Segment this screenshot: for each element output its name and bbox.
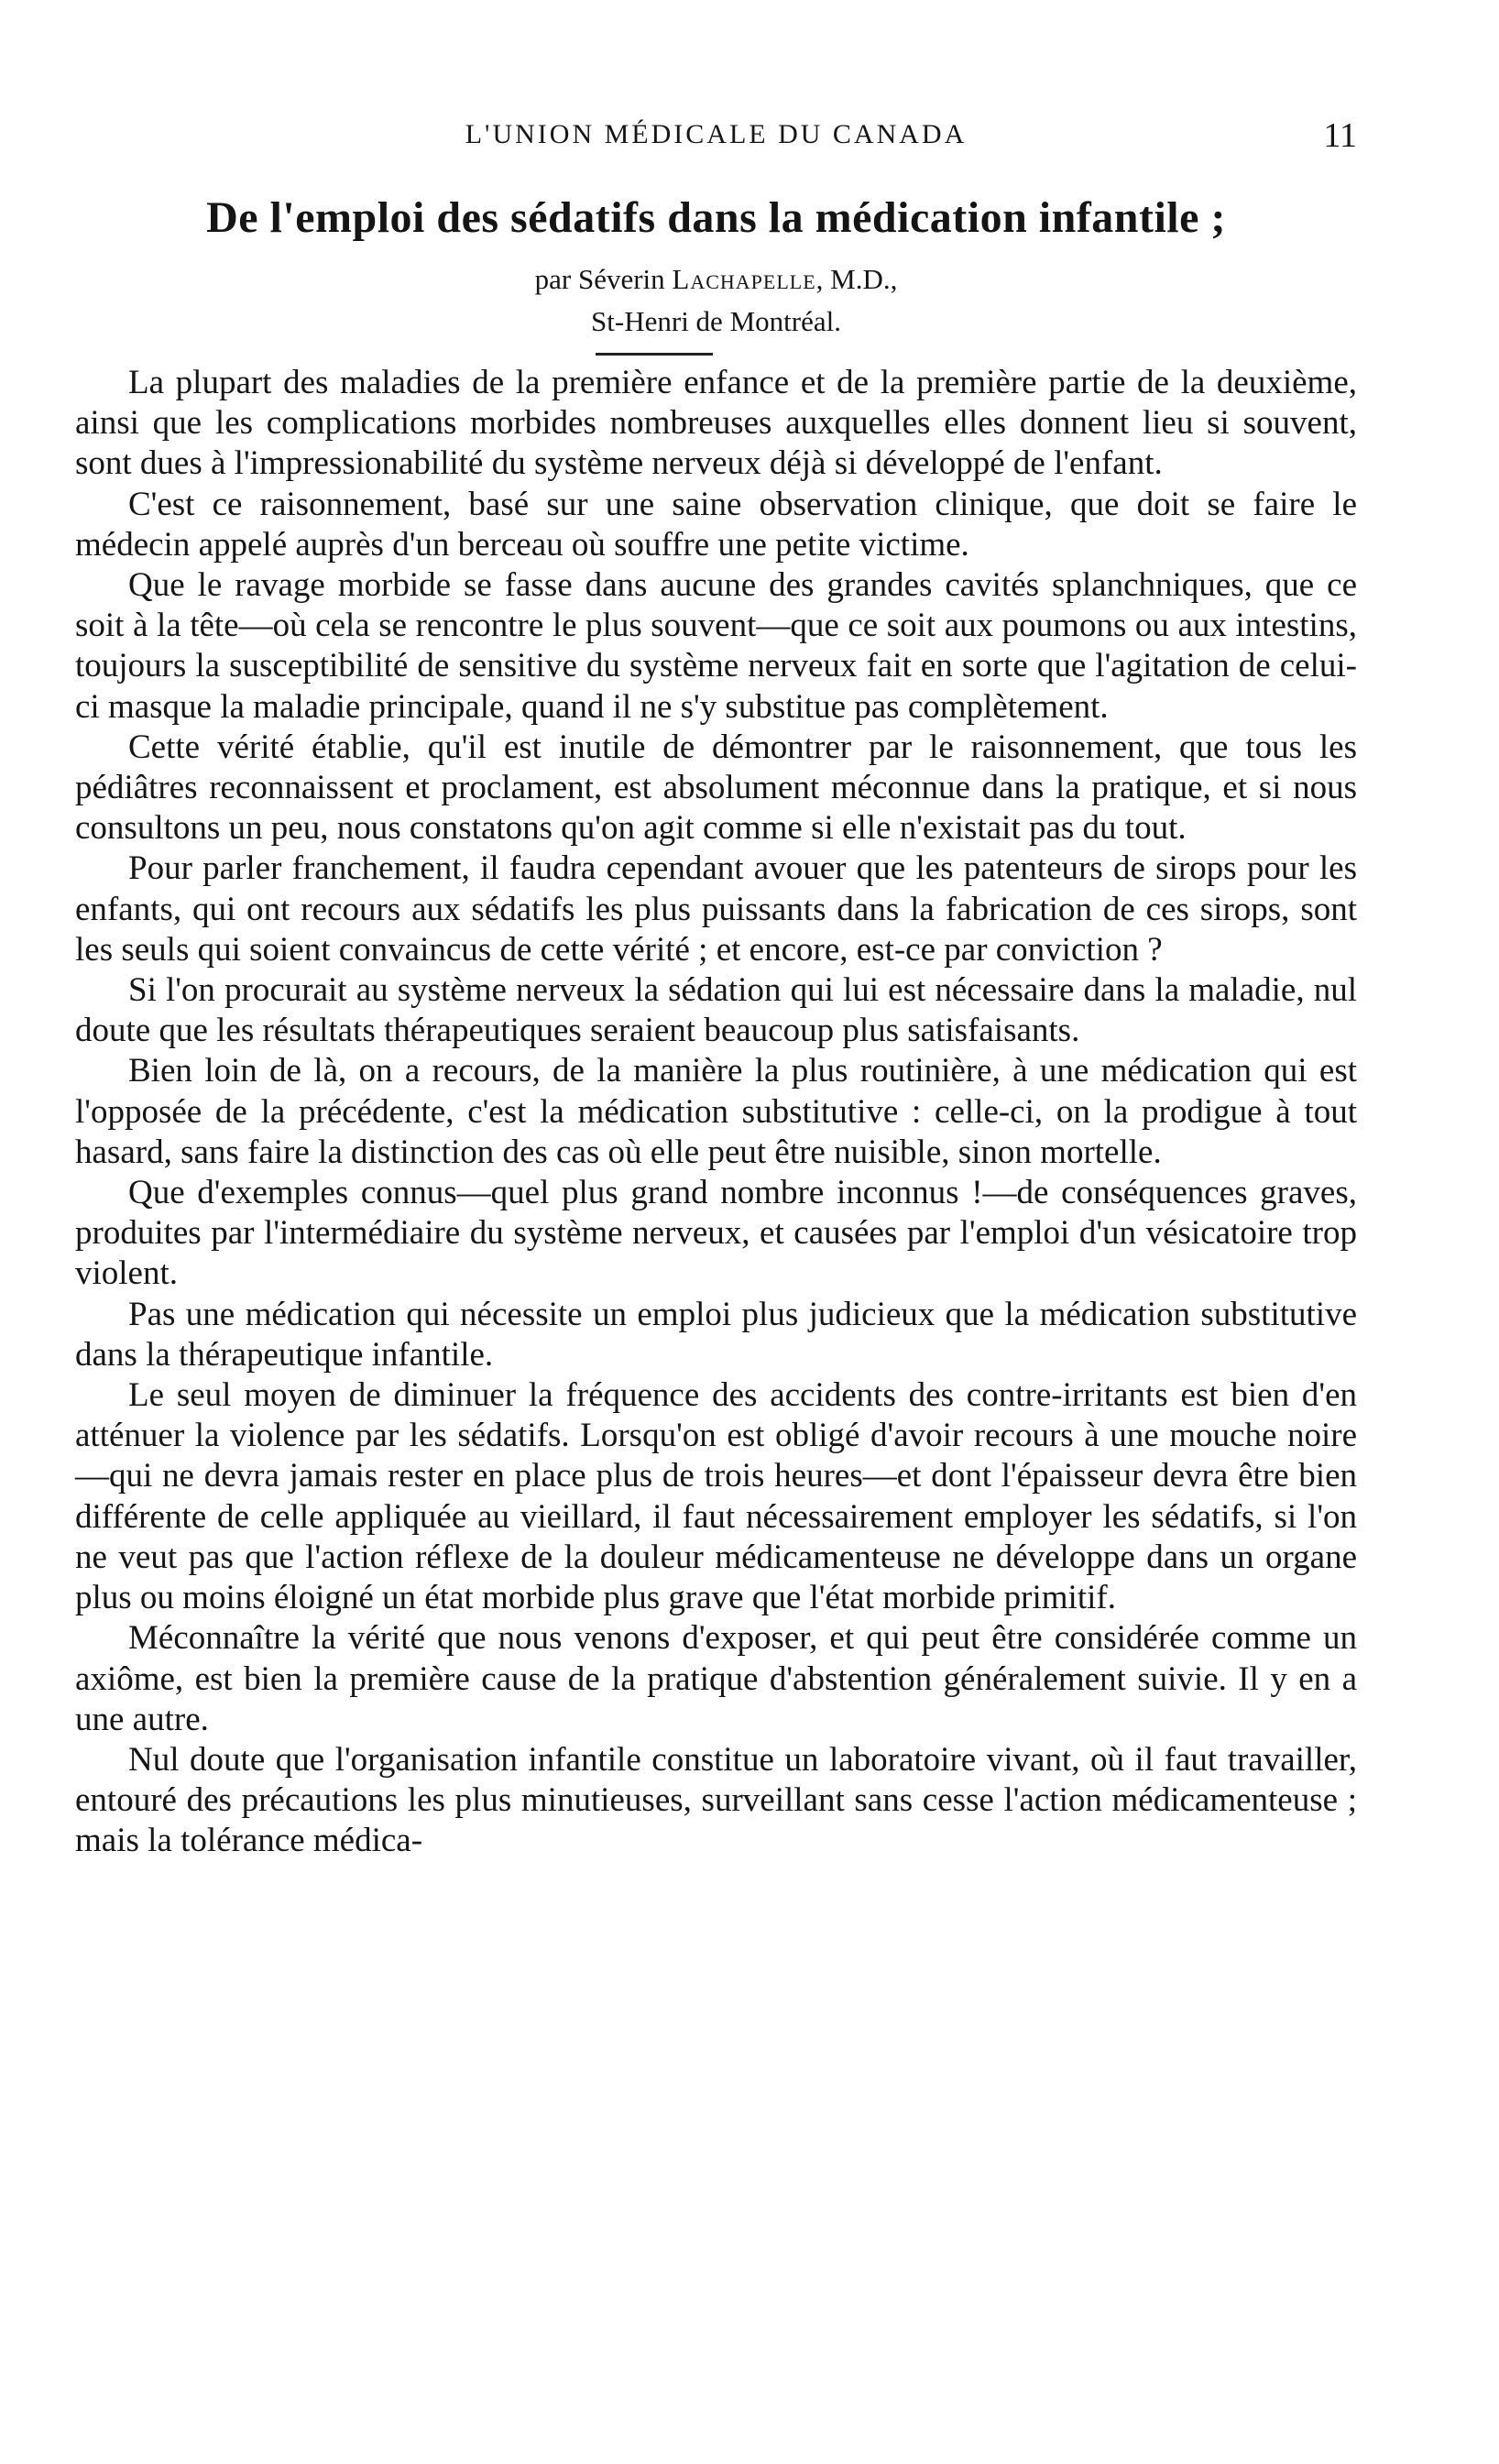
running-head — [75, 116, 1357, 156]
paragraph: Si l'on procurait au système nerveux la sédation qui lui est nécessaire dans la maladie, nul doute que les résultats thérapeutiques seraient beaucoup plus satisfaisants. — [75, 971, 1357, 1050]
paragraph: Nul doute que l'organisation infantile constitue un laboratoire vivant, où il faut travailler, entouré des précautions les plus minutieuses, surveillant sans cesse l'action médicamenteuse ; mais la tolérance médica- — [75, 1740, 1357, 1860]
paragraph: Pour parler franchement, il faudra cependant avouer que les patenteurs de sirops pour les enfants, qui ont recours aux sédatifs les plus puissants dans la fabrication de ces sirops, sont les seuls qui soient convaincus de cette vérité ; et encore, est-ce par conviction ? — [75, 849, 1357, 969]
byline-prefix: par Séverin — [534, 263, 673, 295]
paragraph: Méconnaître la vérité que nous venons d'exposer, et qui peut être considérée comme un axiôme, est bien la première cause de la pratique d'abstention généralement suivie. Il y en a une autre. — [75, 1619, 1357, 1738]
paragraph: Cette vérité établie, qu'il est inutile de démontrer par le raisonnement, que tous les pédiâtres reconnaissent et proclament, est absolument méconnue dans la pratique, et si nous consultons un peu, nous constatons qu'on agit comme si elle n'existait pas du tout. — [75, 728, 1357, 848]
paragraph: Que le ravage morbide se fasse dans aucune des grandes cavités splanchniques, que ce soit à la tête—où cela se rencontre le plus souvent—que ce soit aux poumons ou aux intestins, toujours la susceptibilité de sensitive du système nerveux fait en sorte que l'agitation de celui-ci masque la maladie principale, quand il ne s'y substitue pas complètement. — [75, 566, 1357, 726]
paragraph: C'est ce raisonnement, basé sur une saine observation clinique, que doit se faire le médecin appelé auprès d'un berceau où souffre une petite victime. — [75, 485, 1357, 564]
paragraph: Le seul moyen de diminuer la fréquence des accidents des contre-irritants est bien d'en atténuer la violence par les sédatifs. Lorsqu'on est obligé d'avoir recours à une mouche noire—qui ne devra jamais rester en place plus de trois heures—et dont l'épaisseur devra être bien différente de celle appliquée au vieillard, il faut nécessairement employer les sédatifs, si l'on ne veut pas que l'action réflexe de la douleur médicamenteuse ne développe dans un organe plus ou moins éloigné un état morbide plus grave que l'état morbide primitif. — [75, 1376, 1357, 1617]
page-number: 11 — [1323, 116, 1357, 155]
paragraph: La plupart des maladies de la première enfance et de la première partie de la deuxième, ainsi que les complications morbides nombreuses auxquelles elles donnent lieu si souvent, sont dues à l'impressionabilité du système nerveux déjà si développé de l'enfant. — [75, 364, 1357, 483]
title-rule — [596, 353, 713, 356]
paragraph: Que d'exemples connus—quel plus grand nombre inconnus !—de conséquences graves, produites par l'intermédiaire du système nerveux, et causées par l'emploi d'un vésicatoire trop violent. — [75, 1174, 1357, 1293]
paragraph: Bien loin de là, on a recours, de la manière la plus routinière, à une médication qui est l'opposée de la précédente, c'est la médication substitutive : celle-ci, on la prodigue à tout hasard, sans faire la distinction des cas où elle peut être nuisible, sinon mortelle. — [75, 1052, 1357, 1171]
journal-title: L'UNION MÉDICALE DU CANADA — [465, 119, 968, 149]
byline-suffix: , M.D., — [815, 263, 898, 295]
author-location: St-Henri de Montréal. — [591, 305, 841, 337]
author-line — [75, 258, 1357, 301]
article-title: De l'emploi des sédatifs dans la médication infantile ; — [206, 193, 1226, 242]
byline — [75, 258, 1357, 343]
author-name: Lachapelle — [672, 263, 816, 295]
article-body — [75, 363, 1357, 1862]
paragraph: Pas une médication qui nécessite un emploi plus judicieux que la médication substitutive dans la thérapeutique infantile. — [75, 1295, 1357, 1374]
